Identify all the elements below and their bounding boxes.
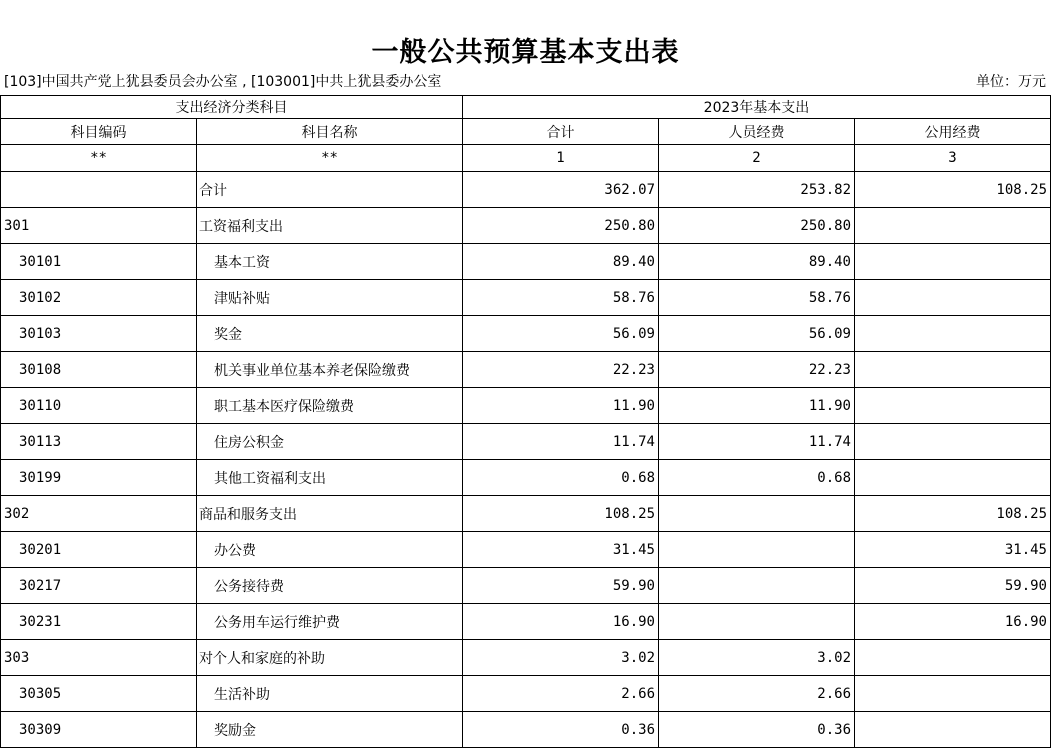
row-public-cell xyxy=(855,208,1051,244)
header-group-row xyxy=(1,96,1051,119)
row-personnel-cell xyxy=(659,604,855,640)
row-public-cell xyxy=(855,388,1051,424)
row-code-cell: 303 xyxy=(1,640,197,676)
header-total: 合计 xyxy=(463,119,659,145)
row-total-cell: 108.25 xyxy=(463,496,659,532)
row-code-cell: 30102 xyxy=(1,280,197,316)
row-code-cell: 30113 xyxy=(1,424,197,460)
row-public-cell: 59.90 xyxy=(855,568,1051,604)
index-total: 1 xyxy=(463,145,659,172)
row-public-cell xyxy=(855,676,1051,712)
row-public-cell: 108.25 xyxy=(855,496,1051,532)
table-row xyxy=(1,352,1051,388)
row-code-cell: 30108 xyxy=(1,352,197,388)
table-row xyxy=(1,460,1051,496)
row-total-cell: 59.90 xyxy=(463,568,659,604)
index-name: ** xyxy=(197,145,463,172)
row-total-cell: 22.23 xyxy=(463,352,659,388)
currency-unit-label: 单位：万元 xyxy=(976,74,1046,90)
header-basic-expenditure-group: 2023年基本支出 xyxy=(463,96,1051,119)
header-public: 公用经费 xyxy=(855,119,1051,145)
row-code-cell: 30101 xyxy=(1,244,197,280)
row-personnel-cell xyxy=(659,496,855,532)
header-index-row xyxy=(1,145,1051,172)
table-row xyxy=(1,604,1051,640)
row-personnel-cell xyxy=(659,568,855,604)
row-total-cell: 16.90 xyxy=(463,604,659,640)
row-personnel-cell: 3.02 xyxy=(659,640,855,676)
row-total-cell: 3.02 xyxy=(463,640,659,676)
row-public-cell xyxy=(855,640,1051,676)
row-name-cell: 工资福利支出 xyxy=(197,208,463,244)
budget-expenditure-table xyxy=(0,95,1051,748)
row-total-cell: 11.90 xyxy=(463,388,659,424)
row-personnel-cell: 0.68 xyxy=(659,460,855,496)
row-total-cell: 31.45 xyxy=(463,532,659,568)
row-code-cell: 30231 xyxy=(1,604,197,640)
row-personnel-cell: 89.40 xyxy=(659,244,855,280)
table-row xyxy=(1,532,1051,568)
row-personnel-cell: 11.90 xyxy=(659,388,855,424)
row-code-cell: 30110 xyxy=(1,388,197,424)
row-name-cell: 职工基本医疗保险缴费 xyxy=(197,388,463,424)
row-name-cell: 公务接待费 xyxy=(197,568,463,604)
header-name: 科目名称 xyxy=(197,119,463,145)
row-public-cell: 108.25 xyxy=(855,172,1051,208)
row-code-cell xyxy=(1,172,197,208)
row-code-cell: 30305 xyxy=(1,676,197,712)
row-code-cell: 30199 xyxy=(1,460,197,496)
row-public-cell xyxy=(855,460,1051,496)
row-total-cell: 362.07 xyxy=(463,172,659,208)
row-total-cell: 58.76 xyxy=(463,280,659,316)
row-personnel-cell: 0.36 xyxy=(659,712,855,748)
row-total-cell: 56.09 xyxy=(463,316,659,352)
row-personnel-cell: 250.80 xyxy=(659,208,855,244)
row-name-cell: 公务用车运行维护费 xyxy=(197,604,463,640)
row-name-cell: 基本工资 xyxy=(197,244,463,280)
row-public-cell: 31.45 xyxy=(855,532,1051,568)
row-name-cell: 合计 xyxy=(197,172,463,208)
table-row xyxy=(1,676,1051,712)
row-public-cell xyxy=(855,712,1051,748)
row-public-cell xyxy=(855,424,1051,460)
row-personnel-cell: 56.09 xyxy=(659,316,855,352)
table-row xyxy=(1,712,1051,748)
row-code-cell: 30103 xyxy=(1,316,197,352)
row-public-cell xyxy=(855,316,1051,352)
row-name-cell: 商品和服务支出 xyxy=(197,496,463,532)
index-public: 3 xyxy=(855,145,1051,172)
row-total-cell: 2.66 xyxy=(463,676,659,712)
row-personnel-cell: 22.23 xyxy=(659,352,855,388)
header-personnel: 人员经费 xyxy=(659,119,855,145)
row-code-cell: 30201 xyxy=(1,532,197,568)
table-row xyxy=(1,424,1051,460)
row-name-cell: 津贴补贴 xyxy=(197,280,463,316)
row-total-cell: 0.68 xyxy=(463,460,659,496)
index-code: ** xyxy=(1,145,197,172)
row-total-cell: 89.40 xyxy=(463,244,659,280)
table-row xyxy=(1,496,1051,532)
table-row xyxy=(1,208,1051,244)
row-code-cell: 301 xyxy=(1,208,197,244)
header-classification-group: 支出经济分类科目 xyxy=(1,96,463,119)
row-code-cell: 30309 xyxy=(1,712,197,748)
row-public-cell xyxy=(855,352,1051,388)
row-name-cell: 机关事业单位基本养老保险缴费 xyxy=(197,352,463,388)
row-personnel-cell: 2.66 xyxy=(659,676,855,712)
row-personnel-cell: 11.74 xyxy=(659,424,855,460)
row-name-cell: 住房公积金 xyxy=(197,424,463,460)
page-title: 一般公共预算基本支出表 xyxy=(371,37,680,68)
row-code-cell: 302 xyxy=(1,496,197,532)
index-personnel: 2 xyxy=(659,145,855,172)
header-code: 科目编码 xyxy=(1,119,197,145)
header-column-row xyxy=(1,119,1051,145)
row-total-cell: 250.80 xyxy=(463,208,659,244)
row-name-cell: 奖金 xyxy=(197,316,463,352)
row-total-cell: 0.36 xyxy=(463,712,659,748)
row-public-cell xyxy=(855,280,1051,316)
table-row xyxy=(1,316,1051,352)
row-code-cell: 30217 xyxy=(1,568,197,604)
row-name-cell: 奖励金 xyxy=(197,712,463,748)
table-row xyxy=(1,388,1051,424)
row-public-cell xyxy=(855,244,1051,280)
table-row xyxy=(1,568,1051,604)
unit-department-label: [103]中国共产党上犹县委员会办公室 , [103001]中共上犹县委办公室 xyxy=(4,74,442,90)
table-row xyxy=(1,280,1051,316)
row-personnel-cell xyxy=(659,532,855,568)
table-row xyxy=(1,244,1051,280)
row-name-cell: 办公费 xyxy=(197,532,463,568)
row-total-cell: 11.74 xyxy=(463,424,659,460)
table-row xyxy=(1,172,1051,208)
table-body xyxy=(1,172,1051,748)
row-public-cell: 16.90 xyxy=(855,604,1051,640)
row-personnel-cell: 58.76 xyxy=(659,280,855,316)
row-personnel-cell: 253.82 xyxy=(659,172,855,208)
row-name-cell: 生活补助 xyxy=(197,676,463,712)
row-name-cell: 其他工资福利支出 xyxy=(197,460,463,496)
table-row xyxy=(1,640,1051,676)
row-name-cell: 对个人和家庭的补助 xyxy=(197,640,463,676)
